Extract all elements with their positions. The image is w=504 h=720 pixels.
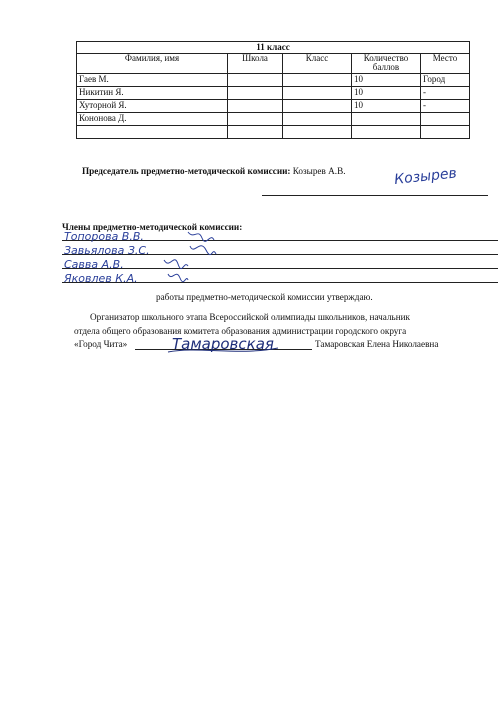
cell-class (283, 99, 352, 112)
header-name: Фамилия, имя (77, 54, 228, 74)
cell-school (228, 86, 283, 99)
cell-place: - (421, 99, 470, 112)
results-table (76, 41, 470, 139)
chair-signature-line (262, 195, 488, 196)
table-caption-row (77, 42, 470, 54)
table-row (77, 125, 470, 138)
header-score: Количество баллов (352, 54, 421, 74)
cell-class (283, 86, 352, 99)
svg-text:Тамаровская: Тамаровская (172, 335, 274, 353)
organizer-city: «Город Чита» (74, 339, 128, 349)
svg-text:Савва А.В.: Савва А.В. (64, 258, 124, 271)
cell-class (283, 125, 352, 138)
organizer-name: Тамаровская Елена Николаевна (315, 339, 439, 349)
organizer-line-1: Организатор школьного этапа Всероссийской олимпиады школьников, начальник (90, 312, 411, 322)
cell-school (228, 112, 283, 125)
cell-place (421, 112, 470, 125)
chair-signature (392, 160, 482, 190)
cell-school (228, 125, 283, 138)
chair-name: Козырев А.В. (292, 166, 346, 176)
cell-score: 10 (352, 86, 421, 99)
member-signatures (60, 226, 250, 290)
table-row (77, 99, 470, 112)
chair-label: Председатель предметно-методической комиссии: (82, 166, 291, 176)
cell-class (283, 112, 352, 125)
table-caption: 11 класс (77, 42, 470, 54)
table-row (77, 112, 470, 125)
cell-name: Кононова Д. (77, 112, 228, 125)
header-class: Класс (283, 54, 352, 74)
cell-name: Никитин Я. (77, 86, 228, 99)
cell-score (352, 112, 421, 125)
cell-place (421, 125, 470, 138)
table-row (77, 73, 470, 86)
cell-class (283, 73, 352, 86)
svg-text:Яковлев К.А.: Яковлев К.А. (64, 272, 138, 285)
cell-score: 10 (352, 99, 421, 112)
cell-name (77, 125, 228, 138)
svg-text:Топорова В.В.: Топорова В.В. (64, 230, 144, 243)
approve-text: работы предметно-методической комиссии утверждаю. (156, 292, 373, 302)
svg-text:Завьялова З.С.: Завьялова З.С. (64, 244, 150, 257)
header-school: Школа (228, 54, 283, 74)
cell-score: 10 (352, 73, 421, 86)
cell-name: Гаев М. (77, 73, 228, 86)
cell-school (228, 99, 283, 112)
members-title: Члены предметно-методической комиссии: (62, 222, 243, 232)
header-place: Место (421, 54, 470, 74)
cell-score (352, 125, 421, 138)
table-row (77, 86, 470, 99)
cell-name: Хуторной Я. (77, 99, 228, 112)
organizer-signature (160, 328, 290, 358)
cell-place: - (421, 86, 470, 99)
table-header-row (77, 54, 470, 74)
organizer-line-2: отдела общего образования комитета образования администрации городского округа (74, 325, 407, 336)
chair-line (82, 166, 346, 176)
cell-place: Город (421, 73, 470, 86)
svg-text:Козырев: Козырев (393, 165, 458, 188)
cell-school (228, 73, 283, 86)
